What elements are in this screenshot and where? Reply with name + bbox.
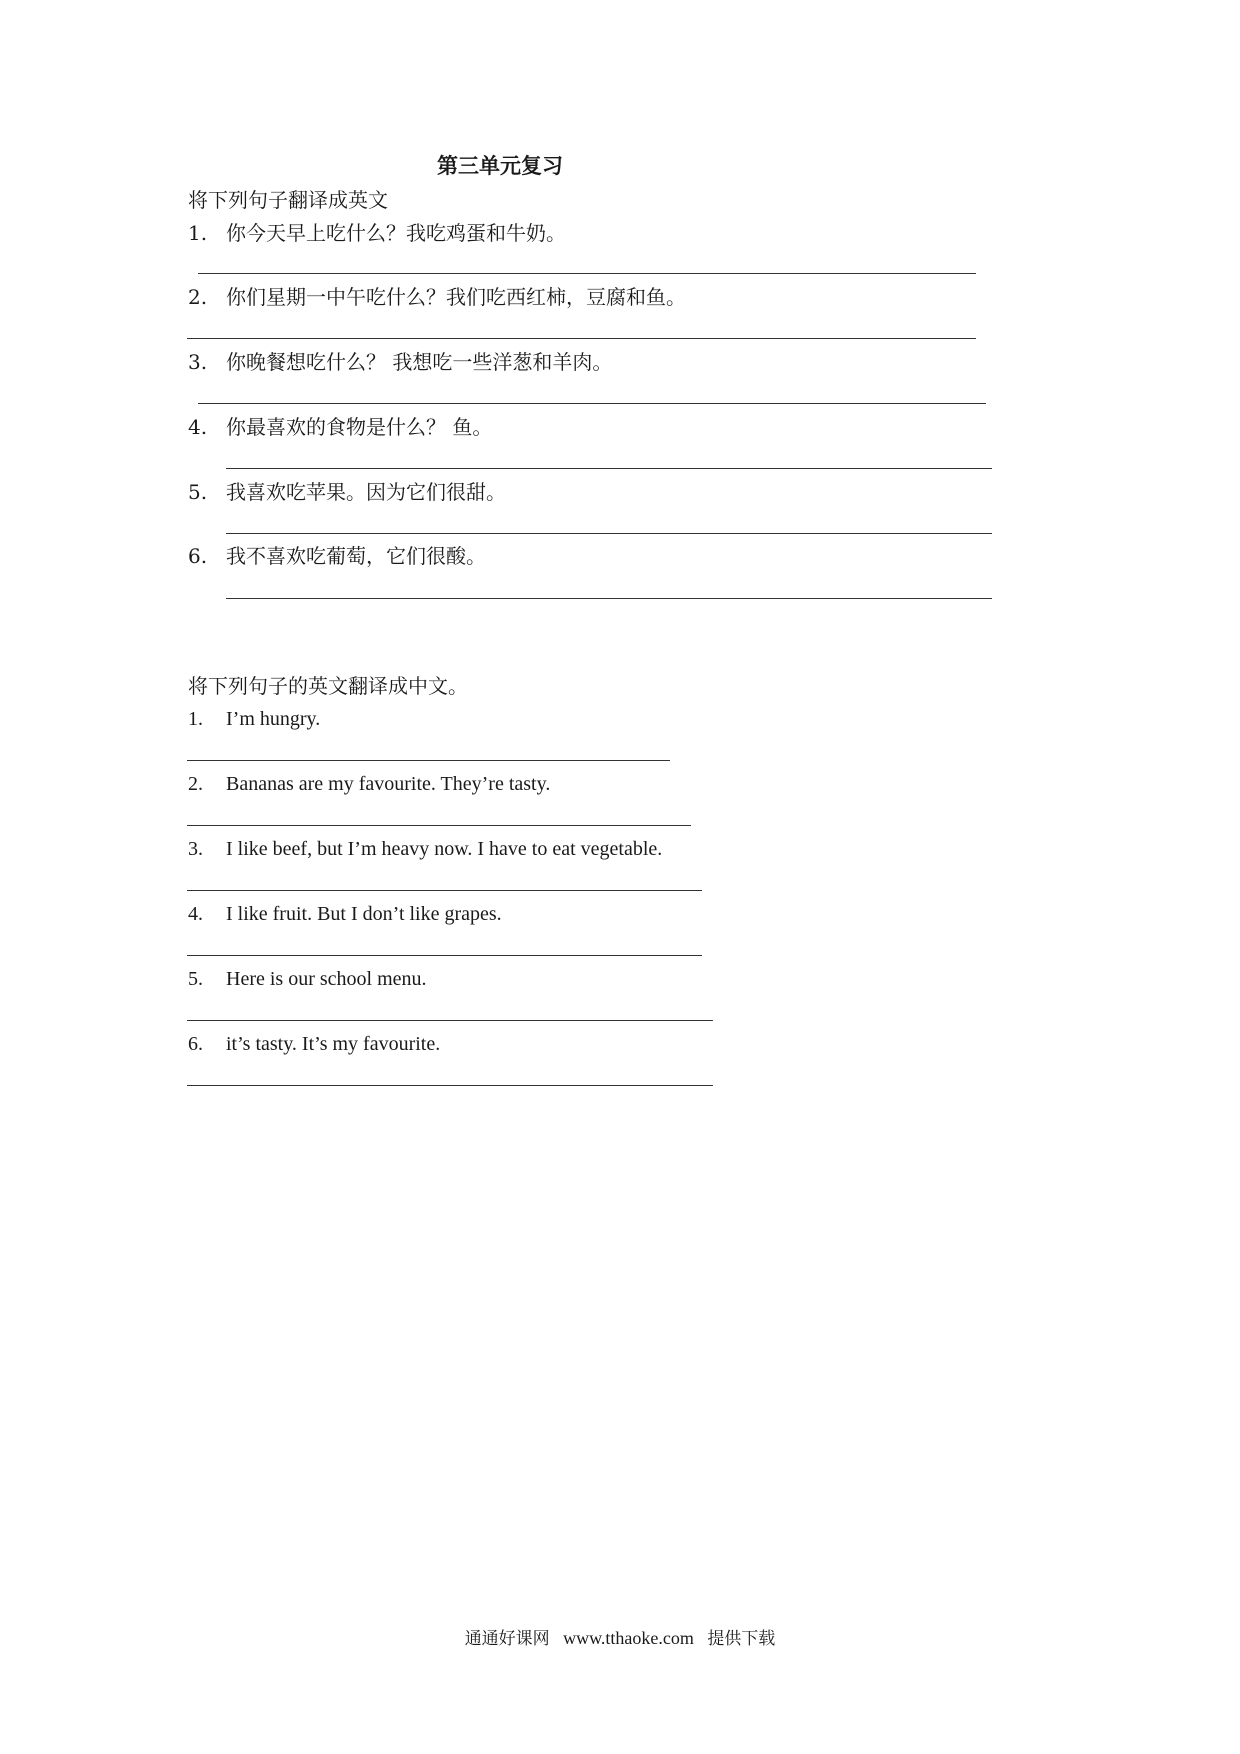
footer-site-link[interactable]: www.tthaoke.com bbox=[563, 1628, 694, 1648]
section1-item-5: 5. 我喜欢吃苹果。因为它们很甜。 bbox=[188, 480, 506, 504]
answer-line[interactable] bbox=[187, 338, 976, 339]
section2-item-4: 4. I like fruit. But I don’t like grapes. bbox=[188, 903, 502, 925]
answer-line[interactable] bbox=[187, 890, 702, 891]
page-footer bbox=[0, 1626, 1240, 1651]
section2-item-3: 3. I like beef, but I’m heavy now. I have to eat vegetable. bbox=[188, 838, 663, 860]
answer-line[interactable] bbox=[187, 1020, 713, 1021]
section1-item-6: 6. 我不喜欢吃葡萄，它们很酸。 bbox=[188, 544, 486, 568]
answer-line[interactable] bbox=[226, 468, 992, 469]
section2-item-6: 6. it’s tasty. It’s my favourite. bbox=[188, 1033, 441, 1055]
answer-line[interactable] bbox=[187, 825, 691, 826]
answer-line[interactable] bbox=[198, 403, 986, 404]
section2-item-2: 2. Bananas are my favourite. They’re tasty. bbox=[188, 773, 551, 795]
answer-line[interactable] bbox=[187, 760, 670, 761]
answer-line[interactable] bbox=[198, 273, 976, 274]
answer-line[interactable] bbox=[226, 533, 992, 534]
section1-item-1: 1. 你今天早上吃什么？我吃鸡蛋和牛奶。 bbox=[188, 221, 566, 245]
answer-line[interactable] bbox=[187, 955, 702, 956]
section1-item-4: 4. 你最喜欢的食物是什么？ 鱼。 bbox=[188, 415, 493, 439]
answer-line[interactable] bbox=[187, 1085, 713, 1086]
page-title: 第三单元复习 bbox=[437, 153, 563, 178]
footer-brand: 通通好课网 bbox=[464, 1629, 550, 1649]
section1-item-2: 2. 你们星期一中午吃什么？我们吃西红柿，豆腐和鱼。 bbox=[188, 285, 686, 309]
footer-suffix: 提供下载 bbox=[707, 1629, 776, 1649]
section1-item-3: 3. 你晚餐想吃什么？ 我想吃一些洋葱和羊肉。 bbox=[188, 350, 613, 374]
section2-item-5: 5. Here is our school menu. bbox=[188, 968, 427, 990]
section1-heading: 将下列句子翻译成英文 bbox=[188, 188, 388, 212]
answer-line[interactable] bbox=[226, 598, 992, 599]
section2-heading: 将下列句子的英文翻译成中文。 bbox=[188, 674, 468, 698]
section2-item-1: 1. I’m hungry. bbox=[188, 708, 321, 730]
